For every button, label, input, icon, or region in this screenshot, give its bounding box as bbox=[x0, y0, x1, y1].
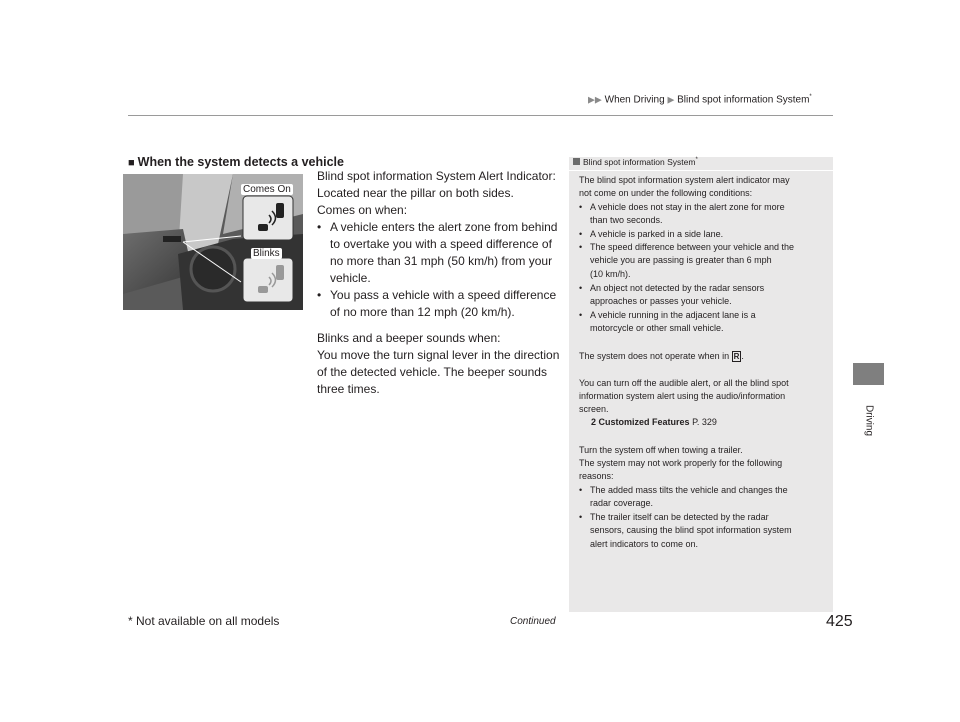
header-divider bbox=[128, 115, 833, 116]
note-line: Turn the system off when towing a trailer. bbox=[579, 445, 743, 455]
continued-label: Continued bbox=[510, 616, 556, 627]
footnote: * Not available on all models bbox=[128, 614, 280, 628]
bullet-icon: • bbox=[579, 485, 583, 495]
note-line: The system may not work properly for the following bbox=[579, 458, 783, 468]
main-line: of the detected vehicle. The beeper sounds bbox=[317, 365, 547, 379]
breadcrumb bbox=[588, 94, 812, 105]
note-line: The blind spot information system alert indicator may bbox=[579, 175, 790, 185]
bullet-icon: • bbox=[579, 202, 583, 212]
chapter-tab bbox=[853, 363, 884, 385]
figure-label-blinks: Blinks bbox=[253, 248, 280, 259]
section-heading bbox=[128, 155, 344, 169]
bullet-icon: • bbox=[317, 288, 322, 302]
note-icon bbox=[573, 158, 580, 165]
page-number: 425 bbox=[826, 613, 853, 630]
breadcrumb-arrow-icon: ▶ bbox=[667, 94, 675, 105]
note-line: not come on under the following conditions: bbox=[579, 188, 753, 198]
bullet-icon: • bbox=[579, 512, 583, 522]
bullet-icon: • bbox=[579, 242, 583, 252]
note-line: You can turn off the audible alert, or all the blind spot bbox=[579, 378, 789, 388]
note-line: reasons: bbox=[579, 471, 614, 481]
asterisk-mark: * bbox=[809, 94, 812, 100]
figure-label-comes-on: Comes On bbox=[243, 184, 291, 195]
main-line: Blind spot information System Alert Indicator: bbox=[317, 169, 556, 183]
main-line: Located near the pillar on both sides. bbox=[317, 186, 514, 200]
note-line: screen. bbox=[579, 404, 609, 414]
note-title: Blind spot information System* bbox=[573, 157, 698, 167]
reference-arrow-icon: 2 bbox=[591, 417, 597, 427]
bullet-icon: • bbox=[579, 310, 583, 320]
breadcrumb-arrow-icon: ▶▶ bbox=[588, 94, 602, 105]
chapter-label: Driving bbox=[863, 404, 875, 437]
main-line: three times. bbox=[317, 382, 380, 396]
heading-square-icon: ■ bbox=[128, 157, 135, 169]
breadcrumb-part2[interactable]: Blind spot information System bbox=[677, 94, 810, 106]
bullet-icon: • bbox=[579, 283, 583, 293]
main-line: Blinks and a beeper sounds when: bbox=[317, 331, 501, 345]
asterisk-mark: * bbox=[695, 157, 698, 164]
cross-reference-link[interactable]: 2 Customized Features P. 329 bbox=[591, 417, 717, 427]
indicator-photo bbox=[123, 174, 303, 310]
main-line: You move the turn signal lever in the direction bbox=[317, 348, 560, 362]
bullet-icon: • bbox=[579, 229, 583, 239]
note-divider bbox=[569, 170, 833, 171]
bullet-icon: • bbox=[317, 220, 322, 234]
note-line: The system does not operate when in R . bbox=[579, 351, 744, 361]
gear-r-icon: R bbox=[733, 352, 740, 361]
note-line: information system alert using the audio/information bbox=[579, 391, 786, 401]
main-line: Comes on when: bbox=[317, 203, 408, 217]
section-heading-text: When the system detects a vehicle bbox=[137, 155, 344, 169]
breadcrumb-part1[interactable]: When Driving bbox=[604, 94, 665, 106]
